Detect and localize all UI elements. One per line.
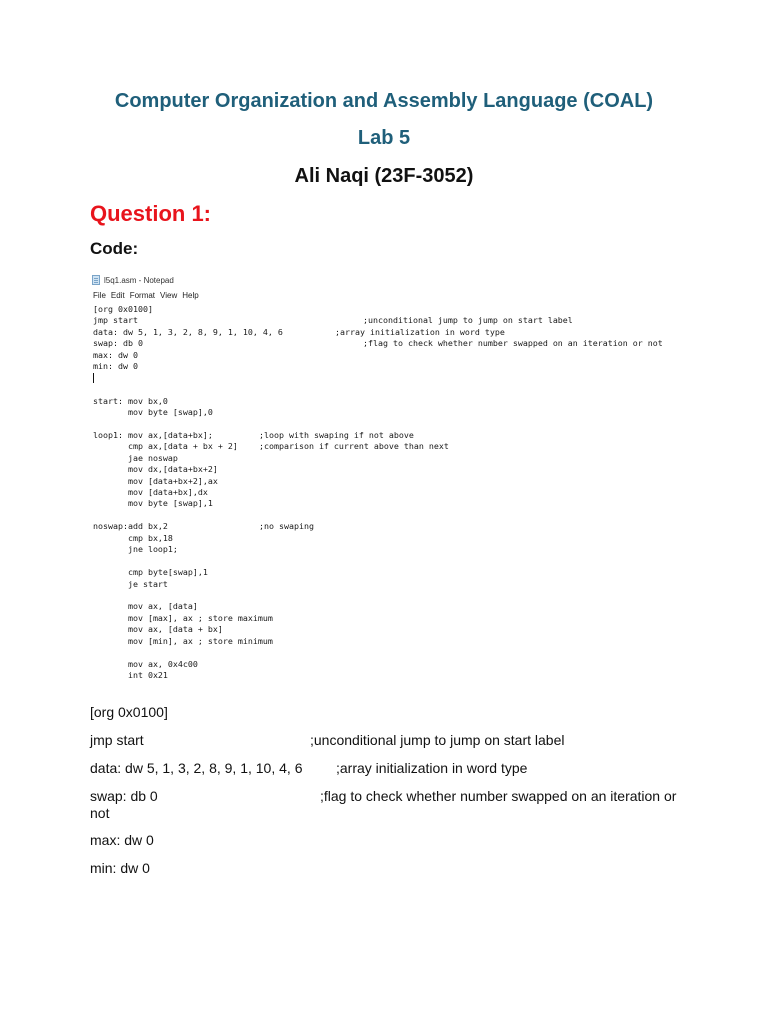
code-line bbox=[93, 327, 678, 338]
code-line bbox=[93, 624, 678, 635]
code-line bbox=[93, 338, 678, 349]
code-text-spacer bbox=[90, 832, 680, 849]
code-text-statement: jmp start bbox=[90, 732, 144, 748]
code-line bbox=[93, 464, 678, 475]
code-line bbox=[93, 407, 678, 418]
menu-file[interactable]: File bbox=[93, 290, 106, 300]
code-line bbox=[93, 396, 678, 407]
code-line-text: cmp bx,18 bbox=[93, 532, 173, 543]
code-line bbox=[93, 647, 678, 658]
notepad-icon bbox=[92, 275, 100, 285]
code-line bbox=[93, 579, 678, 590]
code-line-text: je start bbox=[93, 578, 168, 589]
code-text-line bbox=[90, 788, 680, 822]
code-text-body bbox=[90, 704, 680, 888]
code-line bbox=[93, 636, 678, 647]
code-line-text: swap: db 0 bbox=[93, 338, 143, 349]
code-line-comment: ;flag to check whether number swapped on an iteration or not bbox=[363, 338, 663, 349]
code-line bbox=[93, 601, 678, 612]
notepad-window-title: l5q1.asm - Notepad bbox=[104, 275, 174, 285]
code-line bbox=[93, 544, 678, 555]
code-line-text: min: dw 0 bbox=[93, 361, 138, 372]
code-text-statement: max: dw 0 bbox=[90, 832, 154, 848]
code-line-text: mov byte [swap],0 bbox=[93, 406, 213, 417]
code-text-line bbox=[90, 760, 680, 778]
code-line-comment: ;unconditional jump to jump on start label bbox=[363, 315, 573, 326]
code-line bbox=[93, 476, 678, 487]
code-line bbox=[93, 590, 678, 601]
code-line-text: cmp ax,[data + bx + 2] bbox=[93, 441, 238, 452]
code-line-text: loop1: mov ax,[data+bx]; bbox=[93, 429, 213, 440]
code-line-comment: ;array initialization in word type bbox=[335, 326, 505, 337]
notepad-screenshot bbox=[90, 272, 678, 692]
notepad-editor[interactable] bbox=[90, 304, 678, 681]
lab-title: Lab 5 bbox=[357, 127, 411, 149]
code-line bbox=[93, 510, 678, 521]
code-line-text: int 0x21 bbox=[93, 670, 168, 680]
code-line bbox=[93, 350, 678, 361]
code-line bbox=[93, 498, 678, 509]
code-line-text: mov [min], ax ; store minimum bbox=[93, 635, 273, 646]
question-heading: Question 1: bbox=[90, 201, 212, 226]
code-line-text: start: mov bx,0 bbox=[93, 395, 168, 406]
code-line-comment: ;comparison if current above than next bbox=[259, 441, 449, 452]
code-line bbox=[93, 441, 678, 452]
code-text-line bbox=[90, 860, 680, 878]
code-line bbox=[93, 613, 678, 624]
code-text-statement: data: dw 5, 1, 3, 2, 8, 9, 1, 10, 4, 6 bbox=[90, 760, 303, 776]
code-text-spacer bbox=[90, 860, 680, 877]
code-line-text: mov [data+bx],dx bbox=[93, 487, 208, 497]
notepad-titlebar bbox=[90, 272, 678, 288]
menu-help[interactable]: Help bbox=[182, 290, 199, 300]
code-line-text: max: dw 0 bbox=[93, 349, 138, 360]
code-line bbox=[93, 567, 678, 578]
code-line bbox=[93, 361, 678, 372]
code-text-line bbox=[90, 704, 680, 722]
menu-format[interactable]: Format bbox=[129, 290, 156, 300]
code-line-text: [org 0x0100] bbox=[93, 304, 153, 314]
code-line-comment: ;no swaping bbox=[259, 521, 314, 532]
code-text-comment: ;flag to check whether number swapped on an iteration or not bbox=[90, 788, 677, 821]
code-line bbox=[93, 373, 678, 384]
code-line bbox=[93, 670, 678, 681]
code-line-text: mov ax, [data] bbox=[93, 601, 198, 612]
code-line bbox=[93, 533, 678, 544]
code-line bbox=[93, 430, 678, 441]
text-caret bbox=[93, 373, 94, 383]
code-line-text: cmp byte[swap],1 bbox=[93, 567, 208, 578]
author-name: Ali Naqi (23F-3052) bbox=[294, 165, 474, 187]
code-line-text: mov byte [swap],1 bbox=[93, 498, 213, 509]
code-line bbox=[93, 304, 678, 315]
code-line bbox=[93, 659, 678, 670]
code-line bbox=[93, 521, 678, 532]
code-text-statement: [org 0x0100] bbox=[90, 704, 168, 720]
code-line-text: mov ax, 0x4c00 bbox=[93, 658, 198, 669]
code-line-text: mov [max], ax ; store maximum bbox=[93, 612, 273, 623]
code-line-text: mov [data+bx+2],ax bbox=[93, 475, 218, 486]
code-line bbox=[93, 453, 678, 464]
code-line-text: jne loop1; bbox=[93, 544, 178, 555]
code-line bbox=[93, 418, 678, 429]
code-text-spacer bbox=[90, 704, 680, 721]
code-line-text: jmp start bbox=[93, 315, 138, 326]
code-line bbox=[93, 315, 678, 326]
document-title: Computer Organization and Assembly Language (COAL) bbox=[114, 90, 654, 112]
code-line-text: noswap:add bx,2 bbox=[93, 521, 168, 532]
code-text-comment: ;unconditional jump to jump on start label bbox=[310, 732, 565, 748]
code-text-statement: swap: db 0 bbox=[90, 788, 158, 804]
code-text-line bbox=[90, 732, 680, 750]
code-line bbox=[93, 487, 678, 498]
code-text-statement: min: dw 0 bbox=[90, 860, 150, 876]
code-line bbox=[93, 556, 678, 567]
code-text-line bbox=[90, 832, 680, 850]
code-line-text: jae noswap bbox=[93, 452, 178, 463]
menu-view[interactable]: View bbox=[160, 290, 178, 300]
code-heading: Code: bbox=[90, 239, 139, 258]
code-line-text: mov ax, [data + bx] bbox=[93, 624, 223, 635]
code-line-comment: ;loop with swaping if not above bbox=[259, 429, 414, 440]
code-line bbox=[93, 384, 678, 395]
code-line-text: data: dw 5, 1, 3, 2, 8, 9, 1, 10, 4, 6 bbox=[93, 326, 283, 337]
notepad-menubar bbox=[90, 288, 678, 302]
menu-edit[interactable]: Edit bbox=[110, 290, 125, 300]
code-line-text: mov dx,[data+bx+2] bbox=[93, 464, 218, 475]
code-text-comment: ;array initialization in word type bbox=[336, 760, 528, 776]
